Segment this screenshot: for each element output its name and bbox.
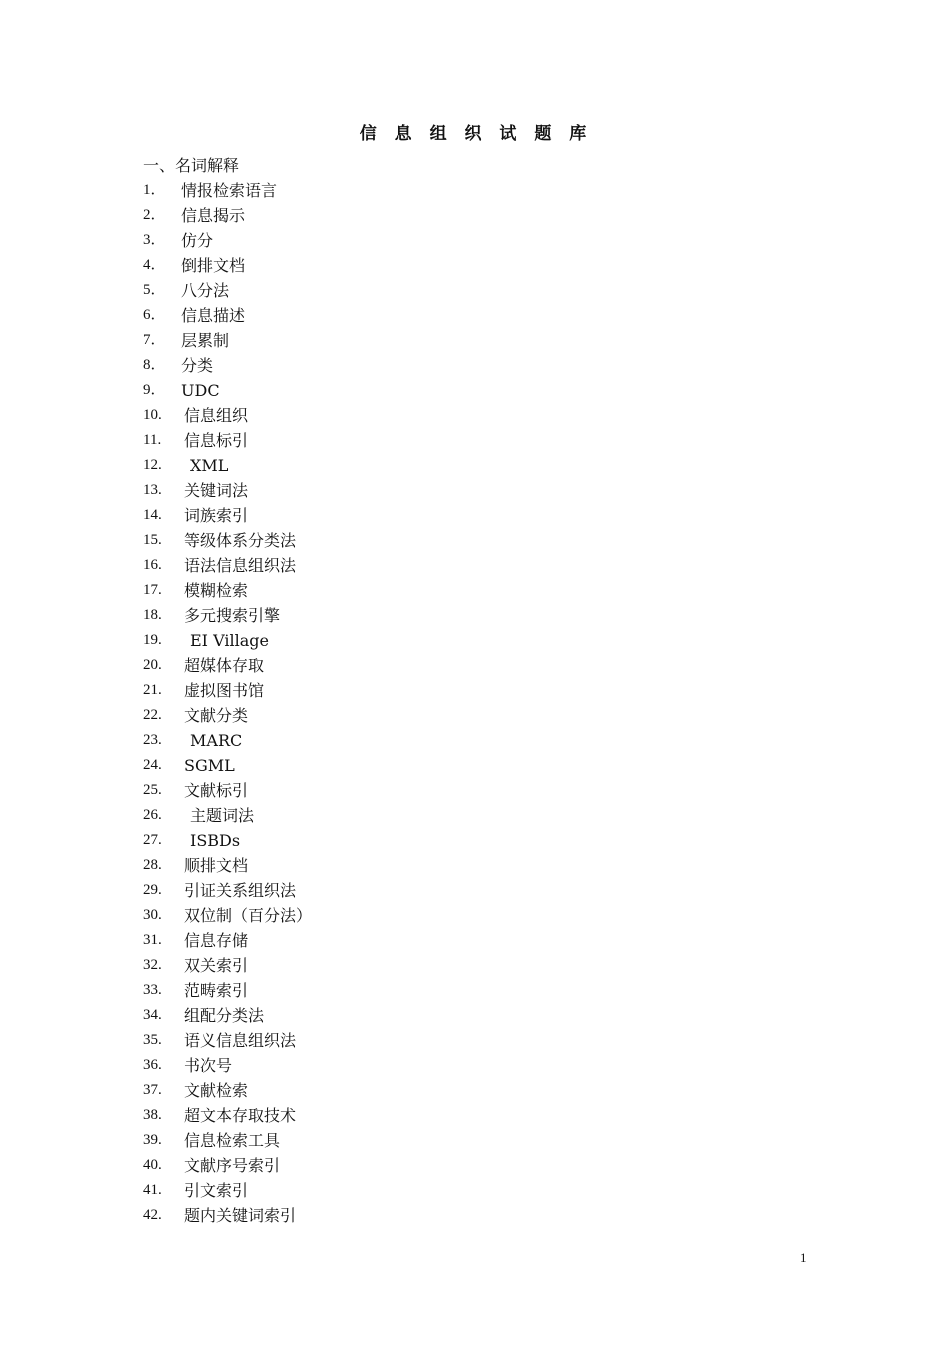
item-term: ISBDs [190,831,241,850]
item-number: 34. [143,1007,162,1023]
list-item [143,778,312,803]
item-term: 模糊检索 [184,581,249,600]
item-term: SGML [184,756,235,775]
list-item [143,553,312,578]
list-item [143,1078,312,1103]
item-term: 关键词法 [184,481,249,500]
item-term: 信息标引 [184,431,249,450]
item-number: 17. [143,582,162,598]
list-item [143,403,312,428]
item-term: 层累制 [181,331,230,350]
list-item [143,528,312,553]
list-item [143,928,312,953]
item-number: 1． [143,182,166,198]
item-term: 文献分类 [184,706,249,725]
item-number: 5． [143,282,166,298]
list-item [143,453,312,478]
list-item [143,353,312,378]
list-item [143,1103,312,1128]
item-number: 24. [143,757,162,773]
item-number: 35. [143,1032,162,1048]
item-term: 八分法 [181,281,230,300]
list-item [143,253,312,278]
list-item [143,1028,312,1053]
item-number: 4． [143,257,166,273]
item-number: 14. [143,507,162,523]
item-term: 词族索引 [184,506,249,525]
item-number: 33. [143,982,162,998]
item-number: 28. [143,857,162,873]
item-term: MARC [190,731,243,750]
item-number: 13. [143,482,162,498]
item-number: 6． [143,307,166,323]
item-term: XML [190,456,229,475]
list-item [143,178,312,203]
item-number: 29. [143,882,162,898]
item-number: 27. [143,832,162,848]
item-number: 37. [143,1082,162,1098]
list-item [143,1203,312,1228]
item-term: 语义信息组织法 [184,1031,297,1050]
item-term: EI Village [190,631,269,650]
list-item [143,678,312,703]
item-term: 引文索引 [184,1181,249,1200]
item-term: 信息存储 [184,931,249,950]
item-number: 41. [143,1182,162,1198]
item-term: 情报检索语言 [181,181,278,200]
item-number: 22. [143,707,162,723]
item-term: 引证关系组织法 [184,881,297,900]
list-item [143,953,312,978]
list-item [143,653,312,678]
list-item [143,203,312,228]
item-term: 组配分类法 [184,1006,265,1025]
item-term: 文献标引 [184,781,249,800]
item-number: 20. [143,657,162,673]
item-number: 32. [143,957,162,973]
item-term: 语法信息组织法 [184,556,297,575]
list-item [143,478,312,503]
list-item [143,828,312,853]
item-number: 7． [143,332,166,348]
item-term: UDC [181,381,220,400]
item-term: 信息组织 [184,406,249,425]
list-item [143,628,312,653]
item-number: 26. [143,807,162,823]
list-item [143,378,312,403]
item-term: 双位制（百分法） [184,906,313,925]
item-number: 18. [143,607,162,623]
item-number: 16. [143,557,162,573]
item-number: 12. [143,457,162,473]
list-item [143,803,312,828]
list-item [143,1128,312,1153]
list-item [143,428,312,453]
item-term: 超媒体存取 [184,656,265,675]
list-item [143,878,312,903]
item-term: 文献检索 [184,1081,249,1100]
item-term: 分类 [181,356,214,375]
item-number: 21. [143,682,162,698]
item-term: 信息描述 [181,306,246,325]
list-item [143,278,312,303]
page-number: 1 [800,1250,807,1265]
list-item [143,303,312,328]
document-title: 信 息 组 织 试 题 库 [359,124,593,144]
item-term: 虚拟图书馆 [184,681,265,700]
item-number: 38. [143,1107,162,1123]
item-term: 书次号 [184,1056,233,1075]
item-number: 15. [143,532,162,548]
item-term: 双关索引 [184,956,249,975]
list-item [143,728,312,753]
item-term: 主题词法 [190,806,255,825]
section-heading: 一、名词解释 [143,156,240,175]
list-item [143,503,312,528]
item-term: 倒排文档 [181,256,246,275]
item-term: 等级体系分类法 [184,531,297,550]
list-item [143,703,312,728]
item-number: 30. [143,907,162,923]
list-item [143,978,312,1003]
term-list [143,178,312,1228]
item-number: 31. [143,932,162,948]
list-item [143,1153,312,1178]
item-number: 42. [143,1207,162,1223]
item-term: 信息检索工具 [184,1131,281,1150]
item-number: 11. [143,432,162,448]
item-number: 36. [143,1057,162,1073]
item-number: 9． [143,382,166,398]
item-number: 23. [143,732,162,748]
list-item [143,1053,312,1078]
list-item [143,1178,312,1203]
list-item [143,228,312,253]
item-term: 多元搜索引擎 [184,606,281,625]
item-term: 信息揭示 [181,206,246,225]
list-item [143,853,312,878]
item-term: 超文本存取技术 [184,1106,297,1125]
item-number: 25. [143,782,162,798]
list-item [143,1003,312,1028]
item-number: 40. [143,1157,162,1173]
list-item [143,903,312,928]
list-item [143,753,312,778]
list-item [143,603,312,628]
item-number: 3． [143,232,166,248]
item-number: 39. [143,1132,162,1148]
item-number: 8． [143,357,166,373]
item-term: 仿分 [181,231,214,250]
item-term: 题内关键词索引 [184,1206,297,1225]
list-item [143,578,312,603]
list-item [143,328,312,353]
item-number: 2． [143,207,166,223]
item-term: 文献序号索引 [184,1156,281,1175]
item-number: 19. [143,632,162,648]
item-number: 10. [143,407,162,423]
item-term: 范畴索引 [184,981,249,1000]
item-term: 顺排文档 [184,856,249,875]
